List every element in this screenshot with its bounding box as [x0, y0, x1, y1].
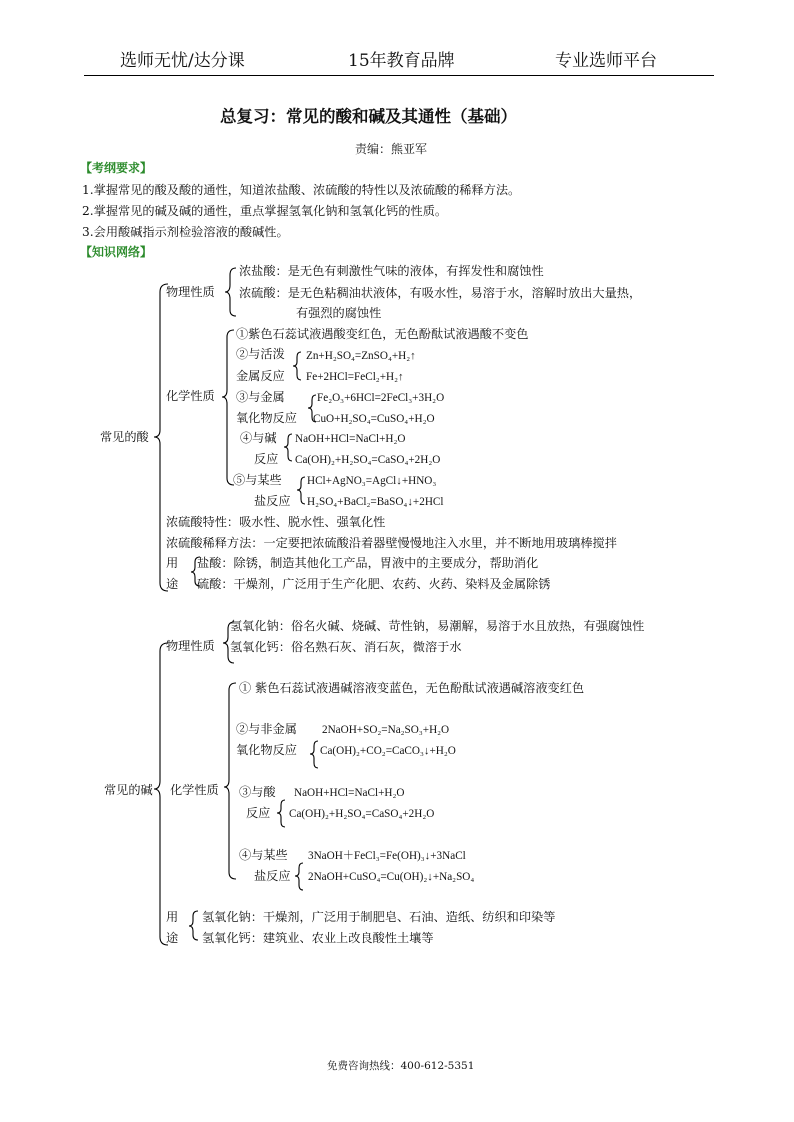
base-use-label: 途 — [166, 931, 179, 945]
acid-metal-label: ②与活泼 — [236, 347, 285, 361]
base-root: 常见的碱 — [104, 783, 153, 797]
footer-hotline: 免费咨询热线：400-612-5351 — [327, 1060, 475, 1072]
acid-root: 常见的酸 — [100, 430, 149, 444]
requirement-item: 2.掌握常见的碱及碱的通性，重点掌握氢氧化钠和氢氧化钙的性质。 — [82, 204, 448, 218]
base-acid-label: ③与酸 — [239, 785, 276, 799]
section-network: 【知识网络】 — [80, 245, 153, 259]
acid-base-label: 反应 — [254, 452, 279, 466]
base-acid-equation: NaOH+HCl=NaCl+H₂O — [294, 787, 405, 799]
header-center: 15年教育品牌 — [348, 51, 455, 71]
acid-use-item: 盐酸：除锈，制造其他化工产品，胃液中的主要成分，帮助消化 — [197, 556, 539, 570]
acid-special: 浓硫酸特性：吸水性、脱水性、强氧化性 — [166, 515, 386, 529]
base-indicator: ① 紫色石蕊试液遇碱溶液变蓝色，无色酚酞试液遇碱溶液变红色 — [239, 681, 585, 695]
acid-oxide-label: 氧化物反应 — [236, 411, 297, 425]
base-chemical-label: 化学性质 — [170, 783, 219, 797]
acid-salt-label: 盐反应 — [254, 494, 291, 508]
acid-oxide-label: ③与金属 — [236, 390, 285, 404]
acid-physical-item: 浓硫酸：是无色粘稠油状液体，有吸水性，易溶于水，溶解时放出大量热， — [239, 286, 642, 300]
acid-metal-label: 金属反应 — [236, 369, 285, 383]
acid-chemical-label: 化学性质 — [166, 389, 215, 403]
acid-salt-equation: HCl+AgNO₃=AgCl↓+HNO₃ — [307, 475, 437, 487]
header-left: 选师无忧/达分课 — [120, 51, 245, 71]
acid-metal-equation: Zn+H₂SO₄=ZnSO₄+H₂↑ — [306, 350, 416, 362]
acid-physical-item: 有强烈的腐蚀性 — [296, 306, 382, 320]
acid-salt-equation: H₂SO₄+BaCl₂=BaSO₄↓+2HCl — [307, 496, 444, 508]
base-use-item: 氢氧化钙：建筑业、农业上改良酸性土壤等 — [202, 931, 434, 945]
acid-base-equation: Ca(OH)₂+H₂SO₄=CaSO₄+2H₂O — [295, 454, 441, 466]
base-acid-equation: Ca(OH)₂+H₂SO₄=CaSO₄+2H₂O — [289, 808, 435, 820]
acid-use-label: 用 — [166, 556, 179, 570]
acid-base-label: ④与碱 — [240, 431, 277, 445]
acid-salt-label: ⑤与某些 — [233, 473, 282, 487]
base-physical-item: 氢氧化钠：俗名火碱、烧碱、苛性钠，易潮解，易溶于水且放热，有强腐蚀性 — [230, 619, 645, 633]
acid-indicator: ①紫色石蕊试液遇酸变红色，无色酚酞试液遇酸不变色 — [236, 327, 529, 341]
acid-physical-item: 浓盐酸：是无色有刺激性气味的液体，有挥发性和腐蚀性 — [239, 264, 544, 278]
requirement-item: 1.掌握常见的酸及酸的通性，知道浓盐酸、浓硫酸的特性以及浓硫酸的稀释方法。 — [82, 183, 521, 197]
acid-metal-equation: Fe+2HCl=FeCl₂+H₂↑ — [306, 371, 404, 383]
base-nonmetal-label: ②与非金属 — [236, 722, 297, 736]
section-requirements: 【考纲要求】 — [80, 161, 153, 175]
acid-oxide-equation: CuO+H₂SO₄=CuSO₄+H₂O — [313, 413, 435, 425]
acid-base-equation: NaOH+HCl=NaCl+H₂O — [295, 433, 406, 445]
base-nonmetal-equation: 2NaOH+SO₂=Na₂SO₃+H₂O — [322, 724, 450, 736]
header-right: 专业选师平台 — [555, 51, 657, 71]
acid-use-item: 硫酸：干燥剂，广泛用于生产化肥、农药、火药、染料及金属除锈 — [197, 577, 551, 591]
base-salt-equation: 2NaOH+CuSO₄=Cu(OH)₂↓+Na₂SO₄ — [308, 871, 475, 883]
base-nonmetal-label: 氧化物反应 — [236, 743, 297, 757]
base-physical-item: 氢氧化钙：俗名熟石灰、消石灰，微溶于水 — [230, 640, 462, 654]
base-salt-label: ④与某些 — [239, 848, 288, 862]
base-salt-label: 盐反应 — [254, 869, 291, 883]
base-acid-label: 反应 — [246, 806, 271, 820]
requirement-item: 3.会用酸碱指示剂检验溶液的酸碱性。 — [82, 225, 289, 239]
editor-line: 责编：熊亚军 — [355, 142, 428, 156]
page-title: 总复习：常见的酸和碱及其通性（基础） — [220, 107, 517, 126]
base-use-item: 氢氧化钠：干燥剂，广泛用于制肥皂、石油、造纸、纺织和印染等 — [202, 910, 556, 924]
acid-oxide-equation: Fe₂O₃+6HCl=2FeCl₃+3H₂O — [317, 392, 445, 404]
acid-use-label: 途 — [166, 577, 179, 591]
base-salt-equation: 3NaOH＋FeCl₃=Fe(OH)₃↓+3NaCl — [308, 850, 466, 862]
base-physical-label: 物理性质 — [166, 639, 215, 653]
acid-physical-label: 物理性质 — [166, 285, 215, 299]
base-use-label: 用 — [166, 910, 179, 924]
acid-dilution: 浓硫酸稀释方法：一定要把浓硫酸沿着器壁慢慢地注入水里，并不断地用玻璃棒搅拌 — [166, 536, 617, 550]
base-nonmetal-equation: Ca(OH)₂+CO₂=CaCO₃↓+H₂O — [320, 745, 456, 757]
